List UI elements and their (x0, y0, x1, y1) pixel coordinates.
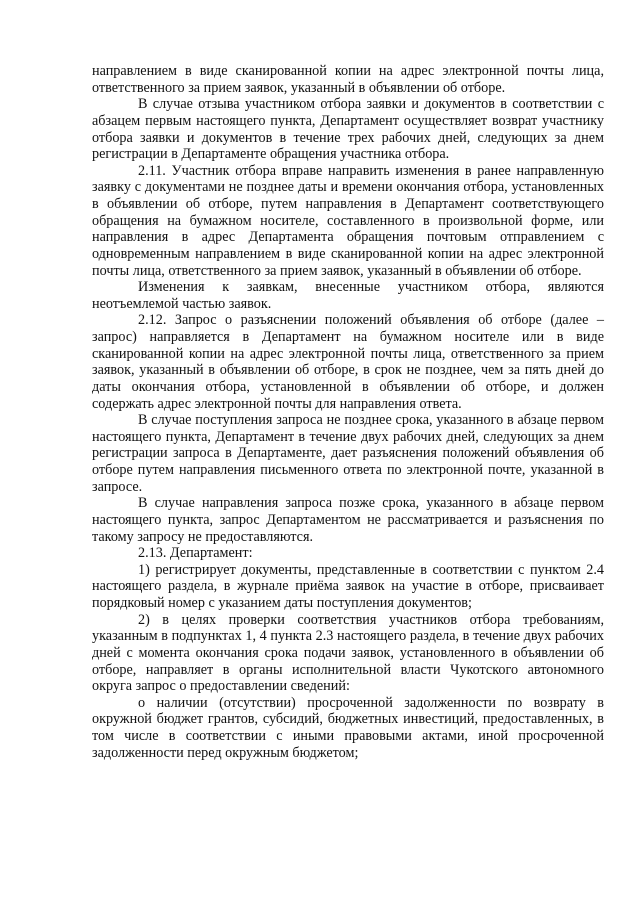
paragraph: о наличии (отсутствии) просроченной задолженности по возврату в окружной бюджет грантов, субсидий, бюджетных инвестиций, предоставленных, в том числе в соответствии с иными правовыми актами, иной просроченной задолженности перед окружным бюджетом; (92, 694, 604, 761)
paragraph-clause-2-13: 2.13. Департамент: (138, 545, 253, 562)
paragraph-clause-2-11: 2.11. Участник отбора вправе направить изменения в ранее направленную заявку с документами не позднее даты и времени окончания отбора, установленных в объявлении об отборе, путем направления в Департамент соответствующего обращения на бумажном носителе, составленного в произвольной форме, или направления в адрес Департамента обращения почтовым отправлением с одновременным направлением в виде сканированной копии на адрес электронной почты лица, ответственного за прием заявок, указанный в объявлении об отборе. (92, 162, 604, 279)
paragraph: В случае направления запроса позже срока, указанного в абзаце первом настоящего пункта, запрос Департаментом не рассматривается и разъяснения по такому запросу не предоставляются. (92, 495, 604, 545)
document-body (92, 63, 604, 761)
list-item: 2) в целях проверки соответствия участников отбора требованиям, указанным в подпунктах 1, 4 пункта 2.3 настоящего раздела, в течение двух рабочих дней с момента окончания срока подачи заявок, установленного в объявлении об отборе, направляет в органы исполнительной власти Чукотского автономного округа запрос о предоставлении сведений: (92, 611, 604, 695)
list-item: 1) регистрирует документы, представленные в соответствии с пунктом 2.4 настоящего раздела, в журнале приёма заявок на участие в отборе, присваивает порядковый номер с указанием даты поступления документов; (92, 561, 604, 611)
paragraph: В случае поступления запроса не позднее срока, указанного в абзаце первом настоящего пункта, Департамент в течение двух рабочих дней, следующих за днем регистрации запроса в Департаменте, дает разъяснения положений объявления об отборе путем направления письменного ответа по электронной почте, указанной в запросе. (92, 412, 604, 495)
paragraph: В случае отзыва участником отбора заявки и документов в соответствии с абзацем первым настоящего пункта, Департамент осуществляет возврат участнику отбора заявки и документов в течение трех рабочих дней, следующих за днем регистрации в Департаменте обращения участника отбора. (92, 96, 604, 163)
paragraph-clause-2-12: 2.12. Запрос о разъяснении положений объявления об отборе (далее – запрос) направляется в Департамент на бумажном носителе или в виде сканированной копии на адрес электронной почты лица, ответственного за прием заявок, указанный в объявлении об отборе, в срок не позднее, чем за пять дней до даты окончания отбора, установленной в объявлении об отборе, и должен содержать адрес электронной почты для направления ответа. (92, 312, 604, 412)
paragraph: Изменения к заявкам, внесенные участником отбора, являются неотъемлемой частью заявок. (92, 279, 604, 312)
paragraph: направлением в виде сканированной копии на адрес электронной почты лица, ответственного за прием заявок, указанный в объявлении об отборе. (92, 63, 604, 96)
